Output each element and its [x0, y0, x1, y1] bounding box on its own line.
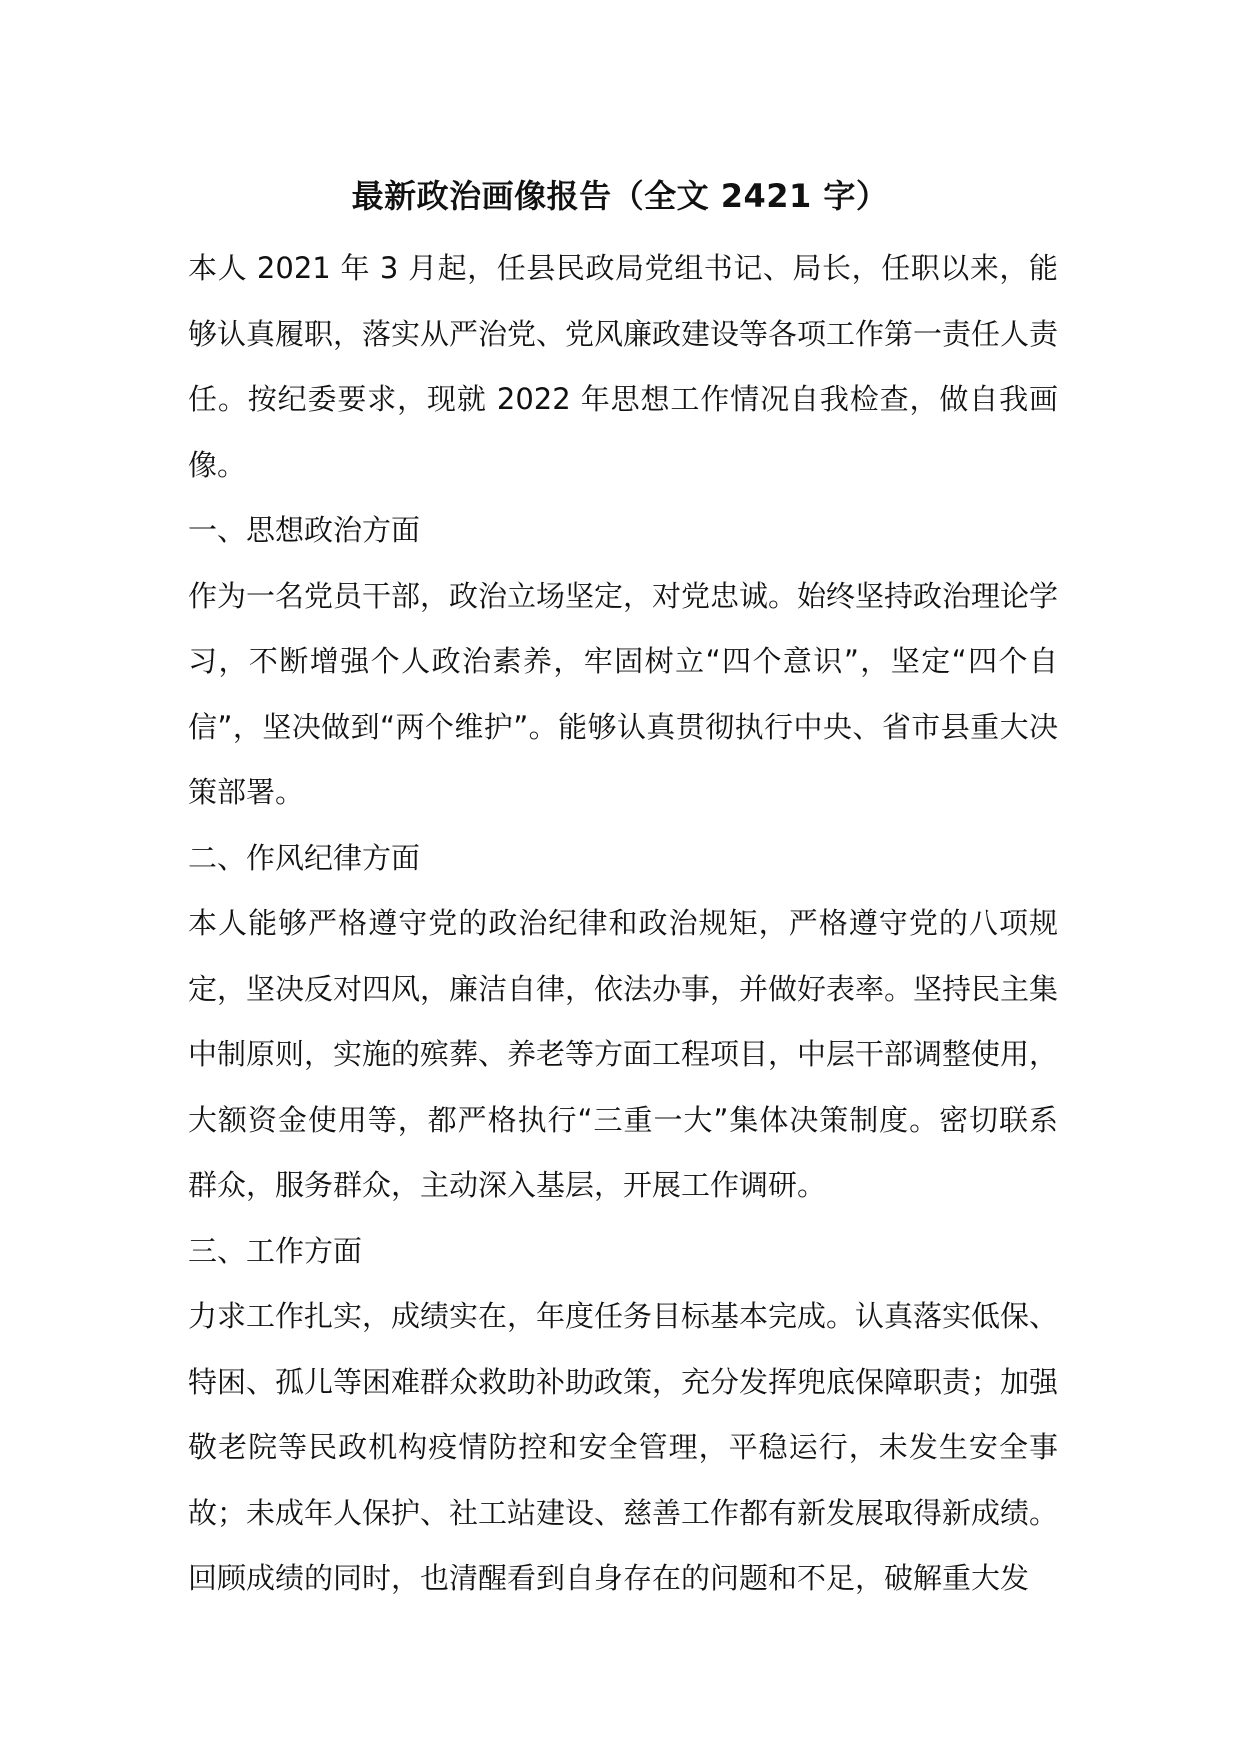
paragraph-intro: 本人 2021 年 3 月起，任县民政局党组书记、局长，任职以来，能够认真履职，落实从严治党、党风廉政建设等各项工作第一责任人责任。按纪委要求，现就 2022 年思想工作情况自我检查，做自我画像。: [188, 251, 1059, 482]
section-heading-ideology: 一、思想政治方面: [188, 513, 421, 547]
section-heading-work: 三、工作方面: [188, 1233, 363, 1268]
paragraph-work: 力求工作扎实，成绩实在，年度任务目标基本完成。认真落实低保、特困、孤儿等困难群众救助补助政策，充分发挥兜底保障职责；加强敬老院等民政机构疫情防控和安全管理，平稳运行，未发生安全事故；未成年人保护、社工站建设、慈善工作都有新发展取得新成绩。: [188, 1299, 1059, 1530]
section-heading-discipline: 二、作风纪律方面: [188, 840, 421, 875]
paragraph-discipline: 本人能够严格遵守党的政治纪律和政治规矩，严格遵守党的八项规定，坚决反对四风，廉洁自律，依法办事，并做好表率。坚持民主集中制原则，实施的殡葬、养老等方面工程项目，中层干部调整使用，大额资金使用等，都严格执行“三重一大”集体决策制度。密切联系群众，服务群众，主动深入基层，开展工作调研。: [188, 906, 1059, 1202]
document-title: 最新政治画像报告（全文 2421 字）: [351, 177, 889, 215]
document-body: [188, 236, 1058, 1612]
paragraph-review: 回顾成绩的同时，也清醒看到自身存在的问题和不足，破解重大发: [188, 1561, 1030, 1595]
paragraph-ideology: 作为一名党员干部，政治立场坚定，对党忠诚。始终坚持政治理论学习，不断增强个人政治素养，牢固树立“四个意识”，坚定“四个自信”，坚决做到“两个维护”。能够认真贯彻执行中央、省市县重大决策部署。: [188, 578, 1059, 809]
